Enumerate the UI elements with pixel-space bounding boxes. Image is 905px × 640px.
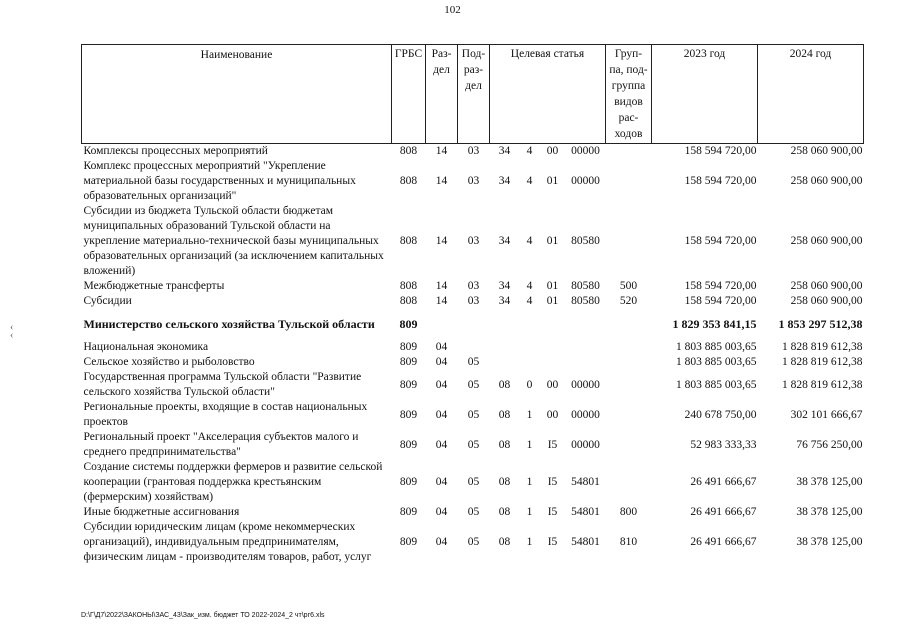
row-name: Государственная программа Тульской области "Развитие сельского хозяйства Тульской области" xyxy=(83,371,362,398)
row-target-type xyxy=(520,355,540,370)
row-target-event: 00 xyxy=(546,408,559,421)
row-target-program: 08 xyxy=(498,408,511,421)
row-name: Национальная экономика xyxy=(83,341,209,353)
row-amount-2023: 240 678 750,00 xyxy=(684,408,757,421)
row-podrazdel: 03 xyxy=(467,175,480,187)
table-row xyxy=(82,279,864,294)
header-2023: 2023 год xyxy=(652,45,758,144)
row-target-program xyxy=(490,340,520,355)
header-target-article: Целевая статья xyxy=(490,45,606,144)
row-name: Межбюджетные трансферты xyxy=(83,280,225,292)
row-target-program: 34 xyxy=(498,145,511,157)
row-target-type: 4 xyxy=(526,175,533,187)
row-target-program: 08 xyxy=(498,506,511,518)
row-target-event xyxy=(540,340,566,355)
row-razdel: 04 xyxy=(435,536,448,548)
row-grbs: 809 xyxy=(399,356,418,368)
row-target-direction: 80580 xyxy=(571,280,600,292)
row-amount-2023: 1 803 885 003,65 xyxy=(676,378,757,391)
row-target-type: 1 xyxy=(526,476,533,488)
table-row xyxy=(82,204,864,279)
row-target-type: 4 xyxy=(526,280,533,292)
table-header xyxy=(82,45,864,144)
row-target-event: I5 xyxy=(547,536,558,548)
row-target-event: 01 xyxy=(546,280,559,292)
row-podrazdel: 05 xyxy=(467,438,480,451)
row-expense-group xyxy=(606,370,652,400)
row-expense-group xyxy=(606,317,652,332)
spacer-row xyxy=(82,332,864,340)
row-target-direction: 54801 xyxy=(571,476,600,488)
row-target-type: 0 xyxy=(526,378,533,391)
budget-table xyxy=(81,44,864,565)
row-expense-group: 800 xyxy=(619,506,638,518)
file-path-footer: D:\Г\Д7\2022\ЗАКОНЫ\ЗАС_43\Зак_изм. бюджет ТО 2022-2024_2 чт\рг6.xls xyxy=(81,612,325,619)
row-razdel: 04 xyxy=(435,341,448,353)
row-target-program xyxy=(490,317,520,332)
row-expense-group: 810 xyxy=(619,536,638,548)
row-podrazdel: 05 xyxy=(467,536,480,548)
header-grbs: ГРБС xyxy=(392,45,426,144)
table-row xyxy=(82,460,864,505)
header-podrazdel: Под- раз- дел xyxy=(458,45,490,144)
row-name: Региональный проект "Акселерация субъектов малого и среднего предпринимательства" xyxy=(83,431,359,458)
row-expense-group xyxy=(606,159,652,204)
row-grbs: 808 xyxy=(399,295,418,307)
row-grbs: 809 xyxy=(399,378,418,391)
row-target-direction xyxy=(566,355,606,370)
table-row xyxy=(82,370,864,400)
row-grbs: 809 xyxy=(399,476,418,488)
row-target-type: 1 xyxy=(526,438,533,451)
row-target-direction: 00000 xyxy=(571,408,600,421)
row-amount-2024: 76 756 250,00 xyxy=(796,438,863,451)
row-name: Комплекс процессных мероприятий "Укрепление материальной базы государственных и муниципальных образовательных организаций" xyxy=(83,160,356,202)
row-razdel: 14 xyxy=(435,145,448,157)
row-podrazdel xyxy=(458,340,490,355)
row-target-type: 1 xyxy=(526,506,533,518)
row-podrazdel: 03 xyxy=(467,235,480,247)
table-body xyxy=(82,144,864,566)
row-amount-2024: 38 378 125,00 xyxy=(796,476,863,488)
table-row xyxy=(82,520,864,565)
row-name: Министерство сельского хозяйства Тульской области xyxy=(83,317,375,331)
row-grbs: 808 xyxy=(399,145,418,157)
row-podrazdel: 03 xyxy=(467,145,480,157)
header-expense-group: Груп- па, под- группа видов рас- ходов xyxy=(606,45,652,144)
row-razdel: 14 xyxy=(435,280,448,292)
row-amount-2024: 1 828 819 612,38 xyxy=(782,378,863,391)
row-podrazdel: 05 xyxy=(467,356,480,368)
row-amount-2024: 38 378 125,00 xyxy=(796,506,863,518)
row-amount-2024: 258 060 900,00 xyxy=(790,280,863,292)
row-grbs: 809 xyxy=(399,438,418,451)
row-amount-2023: 52 983 333,33 xyxy=(690,438,757,451)
row-target-event: 01 xyxy=(546,175,559,187)
row-expense-group: 520 xyxy=(619,295,638,307)
row-amount-2024: 258 060 900,00 xyxy=(790,295,863,307)
row-amount-2024: 302 101 666,67 xyxy=(790,408,863,421)
row-razdel: 14 xyxy=(435,295,448,307)
spacer-row xyxy=(82,309,864,317)
row-target-direction: 00000 xyxy=(571,175,600,187)
row-expense-group xyxy=(606,430,652,460)
row-podrazdel: 05 xyxy=(467,476,480,488)
row-target-program: 34 xyxy=(498,235,511,247)
table-row xyxy=(82,355,864,370)
row-target-direction: 00000 xyxy=(571,378,600,391)
row-name: Региональные проекты, входящие в состав национальных проектов xyxy=(83,401,368,428)
row-podrazdel xyxy=(458,317,490,332)
row-target-program xyxy=(490,355,520,370)
row-target-direction: 80580 xyxy=(571,295,600,307)
row-amount-2024: 258 060 900,00 xyxy=(790,175,863,187)
row-razdel: 04 xyxy=(435,408,448,421)
row-expense-group xyxy=(606,460,652,505)
row-target-program: 34 xyxy=(498,295,511,307)
row-amount-2024: 1 828 819 612,38 xyxy=(782,341,863,353)
row-target-type: 1 xyxy=(526,408,533,421)
row-target-direction: 54801 xyxy=(571,506,600,518)
row-grbs: 808 xyxy=(399,235,418,247)
row-target-event: 00 xyxy=(546,145,559,157)
row-podrazdel: 03 xyxy=(467,280,480,292)
row-target-program: 08 xyxy=(498,378,511,391)
row-expense-group xyxy=(606,400,652,430)
row-target-direction xyxy=(566,317,606,332)
row-razdel: 04 xyxy=(435,506,448,518)
row-grbs: 809 xyxy=(399,536,418,548)
row-expense-group xyxy=(606,204,652,279)
header-2024: 2024 год xyxy=(758,45,864,144)
row-amount-2023: 158 594 720,00 xyxy=(684,145,757,157)
row-target-event: I5 xyxy=(547,438,558,451)
row-amount-2023: 158 594 720,00 xyxy=(684,280,757,292)
row-amount-2023: 1 829 353 841,15 xyxy=(672,317,757,331)
row-amount-2023: 158 594 720,00 xyxy=(684,175,757,187)
row-target-direction: 54801 xyxy=(571,536,600,548)
row-razdel: 14 xyxy=(435,175,448,187)
row-expense-group xyxy=(606,340,652,355)
row-target-event: 00 xyxy=(546,378,559,391)
row-amount-2023: 158 594 720,00 xyxy=(684,295,757,307)
row-name: Комплексы процессных мероприятий xyxy=(83,145,268,157)
spacer-cell xyxy=(82,332,864,340)
row-name: Сельское хозяйство и рыболовство xyxy=(83,356,255,368)
row-amount-2023: 26 491 666,67 xyxy=(690,536,757,548)
row-grbs: 808 xyxy=(399,280,418,292)
row-grbs: 809 xyxy=(399,341,418,353)
row-amount-2023: 26 491 666,67 xyxy=(690,506,757,518)
row-expense-group: 500 xyxy=(619,280,638,292)
table-row xyxy=(82,294,864,309)
row-target-type: 1 xyxy=(526,536,533,548)
table-row xyxy=(82,317,864,332)
table-row xyxy=(82,144,864,160)
row-target-type: 4 xyxy=(526,235,533,247)
row-razdel: 04 xyxy=(435,378,448,391)
row-expense-group xyxy=(606,355,652,370)
row-amount-2023: 1 803 885 003,65 xyxy=(676,341,757,353)
row-grbs: 809 xyxy=(399,317,418,331)
row-name: Субсидии из бюджета Тульской области бюджетам муниципальных образований Тульской области на укрепление материально-технической базы муниципальных образовательных организаций (за исключением капитальных вложений) xyxy=(83,205,384,277)
row-target-event: I5 xyxy=(547,476,558,488)
row-target-program: 08 xyxy=(498,438,511,451)
row-podrazdel: 05 xyxy=(467,378,480,391)
row-amount-2024: 258 060 900,00 xyxy=(790,145,863,157)
row-target-program: 08 xyxy=(498,536,511,548)
row-target-program: 34 xyxy=(498,175,511,187)
row-target-program: 08 xyxy=(498,476,511,488)
row-podrazdel: 05 xyxy=(467,506,480,518)
row-amount-2023: 158 594 720,00 xyxy=(684,235,757,247)
row-amount-2023: 26 491 666,67 xyxy=(690,476,757,488)
row-amount-2024: 258 060 900,00 xyxy=(790,235,863,247)
page-number: 102 xyxy=(444,4,461,16)
row-target-event xyxy=(540,355,566,370)
row-target-direction: 00000 xyxy=(571,438,600,451)
row-razdel: 04 xyxy=(435,476,448,488)
row-target-event: 01 xyxy=(546,235,559,247)
row-target-program: 34 xyxy=(498,280,511,292)
row-razdel: 04 xyxy=(435,356,448,368)
row-target-direction: 00000 xyxy=(571,145,600,157)
row-razdel: 04 xyxy=(435,438,448,451)
table-row xyxy=(82,430,864,460)
row-razdel xyxy=(426,317,458,332)
row-razdel: 14 xyxy=(435,235,448,247)
table-row xyxy=(82,340,864,355)
margin-mark: ‹ ‹ xyxy=(10,322,14,341)
row-name: Субсидии xyxy=(83,295,132,307)
header-name: Наименование xyxy=(82,45,392,144)
row-target-type: 4 xyxy=(526,295,533,307)
row-target-type: 4 xyxy=(526,145,533,157)
table-row xyxy=(82,505,864,520)
row-name: Субсидии юридическим лицам (кроме некоммерческих организаций), индивидуальным предпринимателям, физическим лицам - производителям товаров, работ, услуг xyxy=(83,521,372,563)
row-grbs: 809 xyxy=(399,506,418,518)
row-amount-2024: 38 378 125,00 xyxy=(796,536,863,548)
row-target-type xyxy=(520,340,540,355)
row-amount-2024: 1 828 819 612,38 xyxy=(782,356,863,368)
row-amount-2024: 1 853 297 512,38 xyxy=(778,317,863,331)
row-grbs: 808 xyxy=(399,175,418,187)
row-name: Иные бюджетные ассигнования xyxy=(83,506,240,518)
row-amount-2023: 1 803 885 003,65 xyxy=(676,356,757,368)
row-podrazdel: 05 xyxy=(467,408,480,421)
row-target-event xyxy=(540,317,566,332)
row-podrazdel: 03 xyxy=(467,295,480,307)
row-target-type xyxy=(520,317,540,332)
row-target-direction: 80580 xyxy=(571,235,600,247)
header-razdel: Раз- дел xyxy=(426,45,458,144)
table-row xyxy=(82,400,864,430)
row-target-event: 01 xyxy=(546,295,559,307)
row-target-direction xyxy=(566,340,606,355)
row-expense-group xyxy=(606,144,652,160)
row-grbs: 809 xyxy=(399,408,418,421)
row-name: Создание системы поддержки фермеров и развитие сельской кооперации (грантовая поддержка крестьянским (фермерским) хозяйствам) xyxy=(83,461,383,503)
spacer-cell xyxy=(82,309,864,317)
row-target-event: I5 xyxy=(547,506,558,518)
table-row xyxy=(82,159,864,204)
